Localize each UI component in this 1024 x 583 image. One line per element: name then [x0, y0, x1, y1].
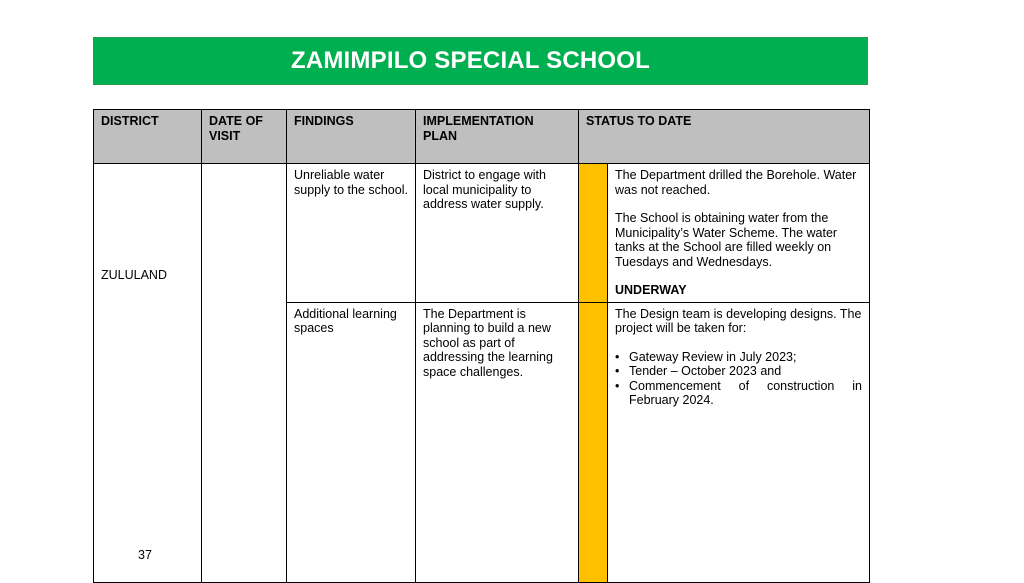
- report-table: [93, 109, 870, 583]
- header-date-of-visit: DATE OF VISIT: [202, 110, 287, 164]
- table-header-row: [94, 110, 870, 164]
- status-indicator: [579, 302, 608, 582]
- page-title: ZAMIMPILO SPECIAL SCHOOL: [290, 47, 651, 74]
- list-item: • Commencement of construction in February 2024.: [615, 379, 862, 408]
- table-row: [94, 164, 870, 303]
- status-paragraph: The School is obtaining water from the Municipality’s Water Scheme. The water tanks at the School are filled weekly on Tuesdays and Wednesdays.: [615, 211, 838, 269]
- header-district: DISTRICT: [94, 110, 202, 164]
- header-findings: FINDINGS: [287, 110, 416, 164]
- date-of-visit-cell: [202, 164, 287, 583]
- status-cell: [608, 302, 870, 582]
- district-cell: [94, 164, 202, 583]
- header-implementation-plan: IMPLEMENTATION PLAN: [416, 110, 579, 164]
- district-name: ZULULAND: [101, 268, 167, 282]
- finding-cell: Unreliable water supply to the school.: [287, 164, 416, 303]
- status-bullet-list: [615, 350, 862, 408]
- plan-cell: The Department is planning to build a new school as part of addressing the learning space challenges.: [416, 302, 579, 582]
- status-badge: UNDERWAY: [615, 283, 687, 297]
- status-paragraph: The Design team is developing designs. The project will be taken for:: [615, 306, 862, 336]
- page-number: 37: [138, 548, 152, 562]
- title-banner: [93, 37, 868, 85]
- list-item: • Gateway Review in July 2023;: [615, 350, 862, 365]
- finding-cell: Additional learning spaces: [287, 302, 416, 582]
- list-item: • Tender – October 2023 and: [615, 364, 862, 379]
- plan-cell: District to engage with local municipality to address water supply.: [416, 164, 579, 303]
- status-paragraph: The Department drilled the Borehole. Water was not reached.: [615, 168, 857, 197]
- status-cell: [608, 164, 870, 303]
- header-status-to-date: STATUS TO DATE: [579, 110, 870, 164]
- status-indicator: [579, 164, 608, 303]
